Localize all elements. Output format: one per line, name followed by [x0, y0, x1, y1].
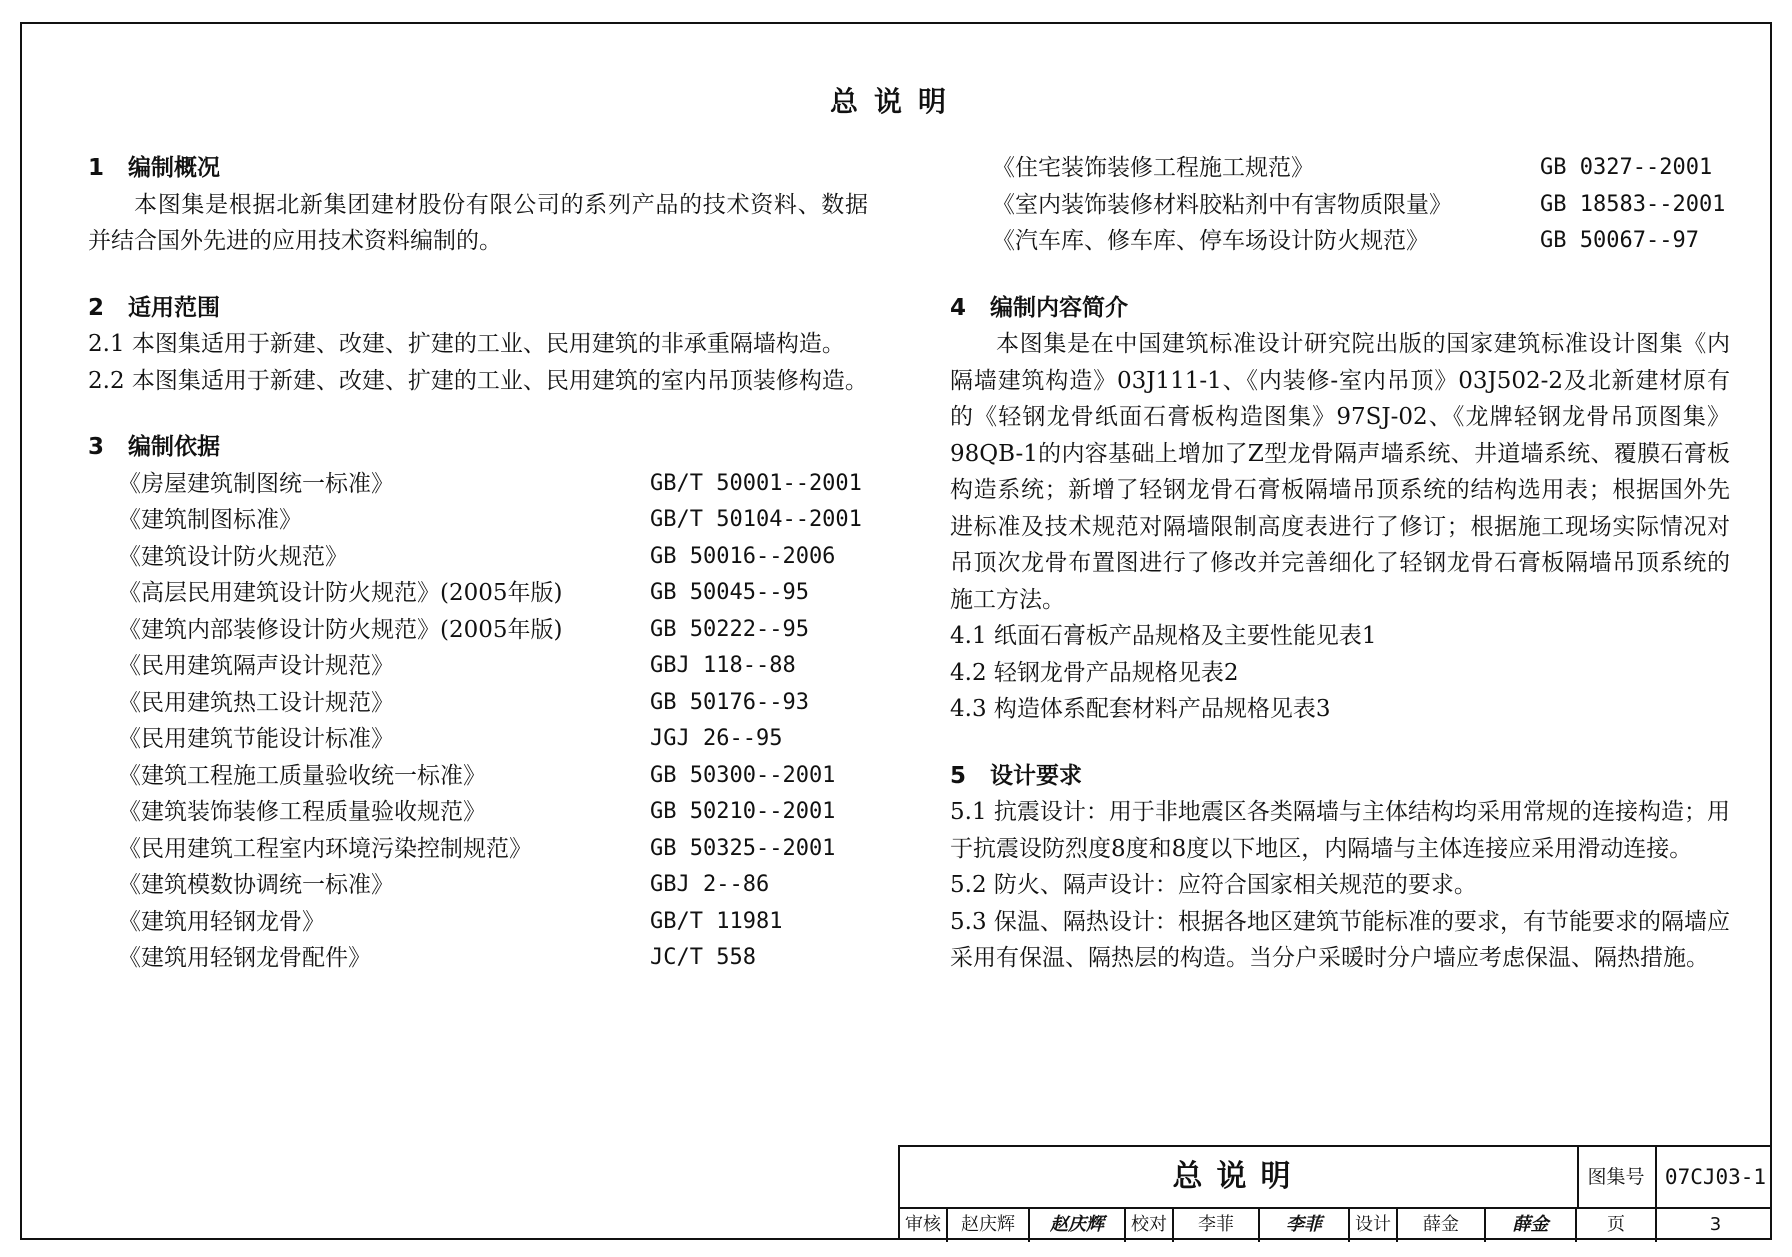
standard-row	[950, 223, 1730, 260]
reviewer-name: 赵庆辉	[948, 1207, 1030, 1242]
standard-code: GB/T 50104--2001	[650, 507, 862, 532]
standard-code: GB 50210--2001	[650, 799, 836, 824]
title-block	[898, 1145, 1772, 1240]
standard-row	[88, 904, 868, 941]
standard-name: 《建筑模数协调统一标准》	[118, 872, 394, 898]
standard-name: 《汽车库、修车库、停车场设计防火规范》	[992, 228, 1429, 254]
standard-code: GB 50176--93	[650, 689, 809, 715]
section-4-heading	[950, 290, 1730, 327]
standard-row	[950, 150, 1730, 187]
section-4-item: 4.2 轻钢龙骨产品规格见表2	[950, 659, 1239, 686]
right-column	[950, 150, 1730, 977]
standard-name: 《建筑工程施工质量验收统一标准》	[118, 762, 486, 789]
standard-name: 《民用建筑节能设计标准》	[118, 726, 394, 752]
standard-name: 《建筑用轻钢龙骨》	[118, 908, 325, 935]
page-label: 页	[1577, 1207, 1657, 1242]
section-2-p1: 2.1 本图集适用于新建、改建、扩建的工业、民用建筑的非承重隔墙构造。	[88, 331, 845, 357]
section-title: 编制依据	[128, 434, 220, 460]
atlas-number-label: 图集号	[1577, 1147, 1657, 1207]
designer-signature: 薛金	[1486, 1207, 1577, 1242]
left-column	[88, 150, 868, 977]
section-title: 编制内容简介	[990, 294, 1128, 321]
standard-code: GB/T 11981	[650, 908, 783, 934]
section-title: 适用范围	[128, 294, 220, 321]
section-number: 2	[88, 294, 105, 321]
standard-row	[88, 648, 868, 685]
reviewer-signature: 赵庆辉	[1030, 1207, 1126, 1242]
standard-code: GB 50325--2001	[650, 835, 836, 861]
standard-code: GB 50045--95	[650, 580, 809, 605]
standard-code: GBJ 118--88	[650, 653, 796, 678]
standard-row	[88, 539, 868, 576]
standard-row	[88, 502, 868, 539]
section-2-p2: 2.2 本图集适用于新建、改建、扩建的工业、民用建筑的室内吊顶装修构造。	[88, 367, 868, 394]
standard-row	[88, 831, 868, 868]
standard-name: 《建筑用轻钢龙骨配件》	[118, 945, 371, 971]
section-2-heading	[88, 290, 868, 327]
section-4-item: 4.1 纸面石膏板产品规格及主要性能见表1	[950, 623, 1377, 649]
standard-code: GB 0327--2001	[1540, 155, 1713, 180]
standard-row	[950, 187, 1730, 224]
standard-code: GB 50222--95	[650, 616, 809, 642]
page-number: 3	[1709, 1214, 1722, 1235]
review-label: 审核	[900, 1207, 948, 1242]
checker-signature: 李菲	[1260, 1207, 1350, 1242]
standard-name: 《建筑装饰装修工程质量验收规范》	[118, 799, 486, 825]
section-4-text: 本图集是在中国建筑标准设计研究院出版的国家建筑标准设计图集《内隔墙建筑构造》03J111-1、《内装修-室内吊顶》03J502-2及北新建材原有的《轻钢龙骨纸面石膏板构造图集》97SJ-02、《龙牌轻钢龙骨吊顶图集》98QB-1的内容基础上增加了Z型龙骨隔声墙系统、井道墙系统、覆膜石膏板构造系统；新增了轻钢龙骨石膏板隔墙吊顶系统的结构选用表；根据国外先进标准及技术规范对隔墙限制高度表进行了修订；根据施工现场实际情况对吊顶次龙骨布置图进行了修改并完善细化了轻钢龙骨石膏板隔墙吊顶系统的施工方法。	[950, 331, 1730, 613]
standard-name: 《住宅装饰装修工程施工规范》	[992, 155, 1314, 181]
standard-row	[88, 940, 868, 977]
standard-name: 《高层民用建筑设计防火规范》(2005年版)	[118, 580, 563, 606]
standard-row	[88, 721, 868, 758]
standard-code: GB 18583--2001	[1540, 191, 1726, 217]
title-block-row-signatures	[900, 1207, 1772, 1242]
standards-list-continued	[950, 150, 1730, 260]
standard-name: 《建筑设计防火规范》	[118, 543, 348, 570]
standards-list	[88, 466, 868, 977]
section-number: 3	[88, 434, 105, 460]
page-title: 总说明	[829, 85, 962, 118]
standard-row	[88, 794, 868, 831]
section-1-text: 本图集是根据北新集团建材股份有限公司的系列产品的技术资料、数据并结合国外先进的应用技术资料编制的。	[88, 191, 868, 254]
section-5-p3: 5.3 保温、隔热设计：根据各地区建筑节能标准的要求，有节能要求的隔墙应采用有保温、隔热层的构造。当分户采暖时分户墙应考虑保温、隔热措施。	[950, 908, 1730, 971]
designer-name: 薛金	[1398, 1207, 1486, 1242]
section-number: 4	[950, 294, 967, 321]
standard-row	[88, 758, 868, 795]
standard-name: 《民用建筑热工设计规范》	[118, 689, 394, 716]
standard-code: GB/T 50001--2001	[650, 470, 862, 496]
standard-name: 《建筑内部装修设计防火规范》(2005年版)	[118, 616, 563, 643]
section-5-heading	[950, 758, 1730, 795]
section-5-p1: 5.1 抗震设计：用于非地震区各类隔墙与主体结构均采用常规的连接构造；用于抗震设防烈度8度和8度以下地区，内隔墙与主体连接应采用滑动连接。	[950, 799, 1730, 862]
standard-row	[88, 612, 868, 649]
standard-code: GB 50300--2001	[650, 762, 836, 788]
section-4-item: 4.3 构造体系配套材料产品规格见表3	[950, 696, 1331, 722]
section-number: 1	[88, 155, 105, 181]
standard-name: 《房屋建筑制图统一标准》	[118, 470, 394, 497]
atlas-number: 07CJ03-1	[1664, 1165, 1767, 1189]
section-5-p2: 5.2 防火、隔声设计：应符合国家相关规范的要求。	[950, 872, 1477, 898]
standard-code: JGJ 26--95	[650, 726, 783, 751]
standard-code: GB 50016--2006	[650, 543, 836, 569]
standard-row	[88, 685, 868, 722]
standard-name: 《民用建筑工程室内环境污染控制规范》	[118, 835, 532, 862]
standard-code: GBJ 2--86	[650, 872, 770, 897]
title-block-title: 总说明	[900, 1147, 1579, 1207]
standard-code: GB 50067--97	[1540, 228, 1699, 253]
title-block-row-main	[900, 1147, 1772, 1209]
checker-name: 李菲	[1174, 1207, 1260, 1242]
section-3-heading	[88, 429, 868, 466]
check-label: 校对	[1126, 1207, 1174, 1242]
section-title: 编制概况	[128, 155, 220, 181]
standard-name: 《室内装饰装修材料胶粘剂中有害物质限量》	[992, 191, 1452, 218]
standard-name: 《建筑制图标准》	[118, 507, 302, 533]
standard-row	[88, 867, 868, 904]
section-title: 设计要求	[990, 762, 1082, 789]
standard-row	[88, 575, 868, 612]
section-1-heading	[88, 150, 868, 187]
design-label: 设计	[1350, 1207, 1398, 1242]
standard-name: 《民用建筑隔声设计规范》	[118, 653, 394, 679]
section-number: 5	[950, 762, 967, 789]
standard-code: JC/T 558	[650, 945, 756, 970]
standard-row	[88, 466, 868, 503]
